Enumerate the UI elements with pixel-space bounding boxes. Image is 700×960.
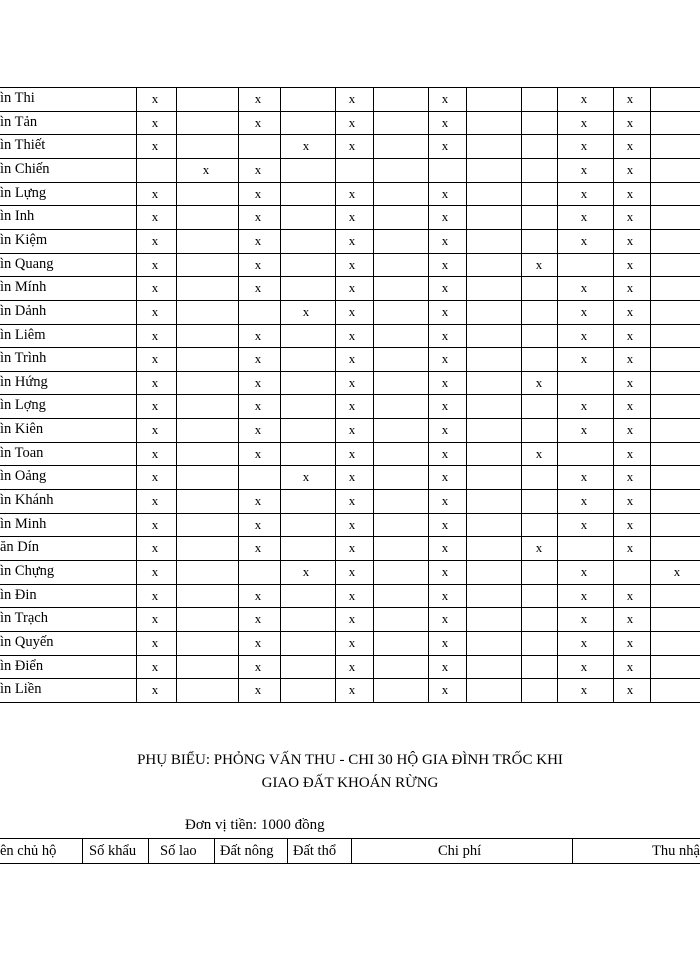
header-divider [214, 838, 215, 864]
check-mark: x [151, 374, 159, 390]
check-mark: x [348, 493, 356, 509]
check-mark: x [348, 209, 356, 225]
check-mark: x [626, 185, 634, 201]
appendix-title-line1: PHỤ BIỂU: PHỎNG VẤN THU - CHI 30 HỘ GIA ĐÌNH TRỐC KHI [137, 752, 563, 768]
header-residential-land: Đất thổ [293, 843, 337, 859]
check-mark: x [151, 587, 159, 603]
check-mark: x [441, 185, 449, 201]
check-mark: x [151, 114, 159, 130]
check-mark: x [151, 540, 159, 556]
check-mark: x [580, 493, 588, 509]
check-mark: x [151, 422, 159, 438]
check-mark: x [348, 564, 356, 579]
check-mark: x [151, 445, 159, 461]
check-mark: x [580, 161, 588, 177]
check-mark: x [626, 540, 634, 556]
check-mark: x [441, 280, 449, 296]
check-mark: x [348, 398, 356, 414]
check-mark: x [535, 374, 543, 390]
check-mark: x [254, 280, 262, 296]
check-mark: x [441, 422, 449, 438]
check-mark: x [254, 516, 262, 532]
household-name: ìn Thi [0, 90, 35, 106]
check-mark: x [441, 398, 449, 414]
header-divider [287, 838, 288, 864]
household-name: ìn Chựng [0, 563, 55, 579]
header-divider [351, 838, 352, 864]
check-mark: x [580, 185, 588, 201]
check-mark: x [348, 469, 356, 485]
check-mark: x [348, 232, 356, 248]
header-owner-name: ên chủ hộ [0, 843, 57, 859]
check-mark: x [254, 374, 262, 390]
header-income: Thu nhậ [652, 843, 700, 859]
check-mark: x [580, 516, 588, 532]
check-mark: x [254, 114, 262, 130]
check-mark: x [626, 327, 634, 343]
check-mark: x [254, 398, 262, 414]
check-mark: x [580, 303, 588, 319]
household-name: ìn Quang [0, 255, 54, 272]
check-mark: x [151, 209, 159, 225]
check-mark: x [441, 374, 449, 390]
check-mark: x [348, 280, 356, 296]
check-mark: x [441, 469, 449, 485]
check-mark: x [441, 611, 449, 627]
check-mark: x [254, 540, 262, 556]
check-mark: x [535, 256, 543, 272]
check-mark: x [580, 351, 588, 367]
household-name: ìn Chiến [0, 160, 50, 177]
header-labor: Số lao [160, 843, 197, 859]
check-mark: x [348, 138, 356, 154]
header-divider [572, 838, 573, 864]
check-mark: x [580, 587, 588, 603]
check-mark: x [151, 469, 159, 485]
check-mark: x [580, 564, 588, 579]
check-mark: x [673, 564, 681, 579]
household-name: ìn Khánh [0, 492, 54, 509]
check-mark: x [348, 540, 356, 556]
check-mark: x [254, 682, 262, 698]
household-name: ìn Thiết [0, 137, 46, 154]
check-mark: x [348, 682, 356, 698]
check-mark: x [626, 398, 634, 414]
check-mark: x [348, 114, 356, 130]
check-mark: x [580, 209, 588, 225]
check-mark: x [254, 232, 262, 248]
check-mark: x [626, 256, 634, 272]
check-mark: x [626, 634, 634, 650]
check-mark: x [151, 564, 159, 579]
check-mark: x [626, 587, 634, 603]
check-mark: x [254, 493, 262, 509]
header-divider [148, 838, 149, 864]
check-mark: x [151, 327, 159, 343]
check-mark: x [580, 634, 588, 650]
check-mark: x [441, 587, 449, 603]
household-name: ìn Quyến [0, 633, 54, 650]
household-name: ìn Hứng [0, 373, 48, 390]
check-mark: x [441, 138, 449, 154]
check-mark: x [580, 114, 588, 130]
household-name: ìn Kiên [0, 421, 44, 438]
check-mark: x [254, 256, 262, 272]
check-mark: x [254, 351, 262, 367]
check-mark: x [441, 114, 449, 130]
check-mark: x [151, 280, 159, 296]
household-name: ìn Minh [0, 515, 47, 532]
appendix-title-line2: GIAO ĐẤT KHOÁN RỪNG [261, 775, 439, 791]
check-mark: x [626, 351, 634, 367]
check-mark: x [441, 516, 449, 532]
household-name: ìn Tản [0, 113, 38, 130]
check-mark: x [151, 634, 159, 650]
header-farmland: Đất nông [220, 843, 274, 859]
check-mark: x [626, 303, 634, 319]
income-table-header [0, 838, 700, 864]
check-mark: x [302, 564, 310, 579]
check-mark: x [580, 327, 588, 343]
check-mark: x [441, 634, 449, 650]
household-name: ìn Oảng [0, 468, 47, 485]
check-mark: x [151, 658, 159, 674]
household-name: ìn Mính [0, 279, 47, 296]
household-name: ìn Trình [0, 350, 47, 367]
check-mark: x [348, 91, 356, 106]
check-mark: x [151, 398, 159, 414]
check-mark: x [254, 161, 262, 177]
check-mark: x [626, 469, 634, 485]
household-name: ìn Đin [0, 586, 37, 603]
check-mark: x [441, 564, 449, 579]
check-mark: x [254, 185, 262, 201]
check-mark: x [626, 516, 634, 532]
household-name: ìn Liền [0, 681, 42, 698]
check-mark: x [302, 138, 310, 154]
check-mark: x [626, 91, 634, 106]
check-mark: x [348, 516, 356, 532]
check-mark: x [580, 422, 588, 438]
check-mark: x [348, 374, 356, 390]
check-mark: x [348, 422, 356, 438]
check-mark: x [626, 161, 634, 177]
check-mark: x [348, 256, 356, 272]
check-mark: x [626, 493, 634, 509]
check-mark: x [151, 493, 159, 509]
check-mark: x [151, 232, 159, 248]
check-mark: x [441, 540, 449, 556]
check-mark: x [626, 232, 634, 248]
check-mark: x [441, 209, 449, 225]
check-mark: x [441, 232, 449, 248]
check-mark: x [348, 634, 356, 650]
check-mark: x [302, 469, 310, 485]
check-mark: x [151, 91, 159, 106]
household-name: ìn Toan [0, 444, 44, 461]
check-mark: x [254, 209, 262, 225]
check-mark: x [626, 138, 634, 154]
check-mark: x [254, 634, 262, 650]
check-mark: x [348, 587, 356, 603]
check-mark: x [151, 256, 159, 272]
check-mark: x [348, 327, 356, 343]
check-mark: x [580, 138, 588, 154]
check-mark: x [441, 256, 449, 272]
check-mark: x [151, 303, 159, 319]
check-mark: x [302, 303, 310, 319]
household-name: ăn Dín [0, 539, 40, 556]
check-mark: x [580, 682, 588, 698]
household-name: ìn Lựng [0, 184, 47, 201]
check-mark: x [254, 422, 262, 438]
check-mark: x [441, 303, 449, 319]
household-name: ìn Lợng [0, 397, 46, 414]
check-mark: x [580, 611, 588, 627]
check-mark: x [441, 351, 449, 367]
check-mark: x [151, 138, 159, 154]
currency-unit-note: Đơn vị tiền: 1000 đồng [185, 817, 325, 833]
check-mark: x [254, 91, 262, 106]
check-mark: x [441, 327, 449, 343]
check-mark: x [254, 327, 262, 343]
header-expenses: Chi phí [438, 843, 482, 859]
check-mark: x [254, 445, 262, 461]
check-mark: x [626, 114, 634, 130]
check-mark: x [580, 398, 588, 414]
check-mark: x [580, 469, 588, 485]
check-mark: x [535, 540, 543, 556]
check-mark: x [626, 422, 634, 438]
check-mark: x [151, 351, 159, 367]
check-mark: x [626, 445, 634, 461]
check-mark: x [254, 658, 262, 674]
check-mark: x [580, 658, 588, 674]
check-mark: x [151, 516, 159, 532]
household-name: ìn Liêm [0, 326, 46, 343]
check-mark: x [151, 611, 159, 627]
check-mark: x [626, 658, 634, 674]
check-mark: x [580, 91, 588, 106]
check-mark: x [441, 91, 449, 106]
header-divider [82, 838, 83, 864]
household-name: ìn Inh [0, 208, 35, 225]
household-name: ìn Điển [0, 657, 44, 674]
header-household-size: Số khẩu [89, 843, 137, 859]
check-mark: x [254, 611, 262, 627]
check-mark: x [348, 658, 356, 674]
check-mark: x [348, 185, 356, 201]
household-name: ìn Trạch [0, 610, 48, 627]
check-mark: x [348, 445, 356, 461]
check-mark: x [151, 185, 159, 201]
check-mark: x [535, 445, 543, 461]
check-mark: x [348, 351, 356, 367]
check-mark: x [441, 682, 449, 698]
check-mark: x [202, 161, 210, 177]
check-mark: x [626, 682, 634, 698]
check-mark: x [626, 611, 634, 627]
check-mark: x [254, 587, 262, 603]
check-mark: x [441, 493, 449, 509]
check-mark: x [441, 658, 449, 674]
check-mark: x [348, 303, 356, 319]
check-mark: x [441, 445, 449, 461]
check-mark: x [580, 232, 588, 248]
check-mark: x [626, 209, 634, 225]
household-name: ìn Dảnh [0, 302, 47, 319]
check-mark: x [580, 280, 588, 296]
check-mark: x [151, 682, 159, 698]
check-mark: x [626, 280, 634, 296]
check-mark: x [626, 374, 634, 390]
check-mark: x [348, 611, 356, 627]
household-name: ìn Kiệm [0, 231, 48, 248]
